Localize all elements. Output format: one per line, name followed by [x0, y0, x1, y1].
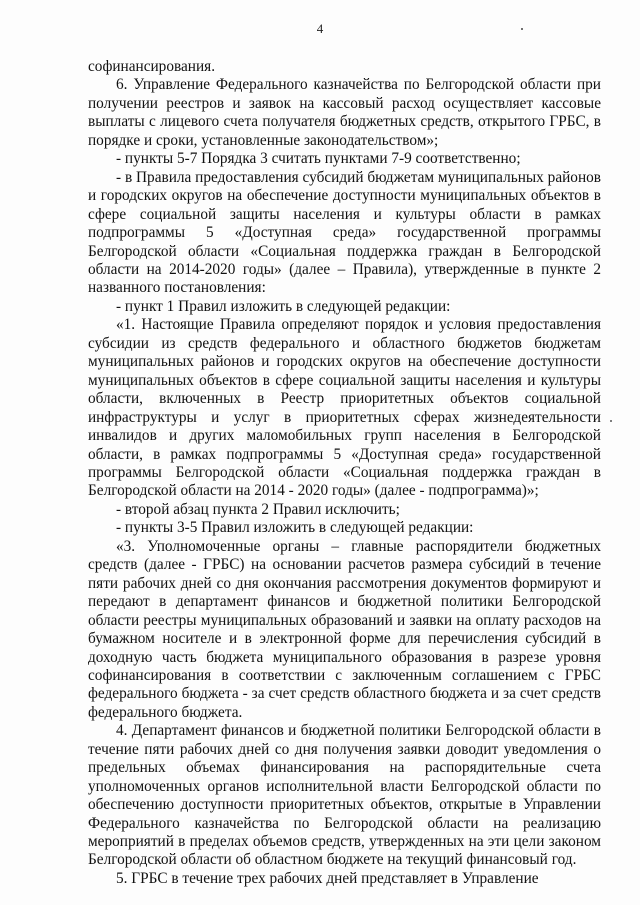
page-number: 4 — [316, 21, 324, 36]
paragraph-item-6: 6. Управление Федерального казначейства по Белгородской области при получении реестров и заявок на кассовый расход осуществляет кассовые выплаты с лицевого счета получателя бюджетных средств, открытого ГРБС, в порядке и сроки, установленные законодательством»; — [88, 76, 601, 149]
paragraph-rules-intro: - в Правила предоставления субсидий бюджетам муниципальных районов и городских округов на обеспечение доступности муниципальных объектов в сфере социальной защиты населения и культуры области в рамках подпрограммы 5 «Доступная среда» государственной программы Белгородской области «Социальная поддержка граждан в Белгородской области на 2014-2020 годы» (далее – Правила), утвержденные в пункте 2 названного постановления: — [88, 168, 601, 297]
paragraph-item-4: 4. Департамент финансов и бюджетной политики Белгородской области в течение пяти рабочих дней со дня получения заявки доводит уведомления о предельных объемах финансирования на распорядительные счета уполномоченных органов исполнительной власти Белгородской области по обеспечению доступности приоритетных объектов, открытые в Управлении Федерального казначейства по Белгородской области на реализацию мероприятий в пределах объемов средств, утвержденных на эти цели законом Белгородской области об областном бюджете на текущий финансовый год. — [88, 722, 601, 869]
paragraph-points-3-5: - пункты 3-5 Правил изложить в следующей редакции: — [116, 519, 474, 537]
paragraph-rules-point-1: - пункт 1 Правил изложить в следующей редакции: — [116, 297, 451, 315]
paragraph-rules-text-1: «1. Настоящие Правила определяют порядок и условия предоставления субсидии из средств федерального и областного бюджетов бюджетам муниципальных районов и городских округов на обеспечение доступности муниципальных объектов в сфере социальной защиты населения и культуры области, включенных в Реестр приоритетных объектов социальной инфраструктуры и услуг в приоритетных сферах жизнедеятельности инвалидов и других маломобильных групп населения в Белгородской области, в рамках подпрограммы 5 «Доступная среда» государственной программы Белгородской области «Социальная поддержка граждан в Белгородской области на 2014 - 2020 годы» (далее - подпрограмма)»; — [88, 316, 601, 500]
scan-speck — [610, 420, 612, 422]
paragraph-item-3: «3. Уполномоченные органы – главные распорядители бюджетных средств (далее - ГРБС) на основании расчетов размера субсидий в течение пяти рабочих дней со дня окончания рассмотрения документов формируют и передают в департамент финансов и бюджетной политики Белгородской области реестры муниципальных образований и заявки на оплату расходов на бумажном носителе и в электронной форме для перечисления субсидий в доходную часть бюджета муниципального образования в разрезе уровня софинансирования в соответствии с заключенным соглашением с ГРБС федерального бюджета - за счет средств областного бюджета и за счет средств федерального бюджета. — [88, 537, 601, 721]
paragraph-continuation: софинансирования. — [88, 58, 216, 75]
paragraph-exclude: - второй абзац пункта 2 Правил исключить; — [116, 500, 400, 518]
paragraph-item-5: 5. ГРБС в течение трех рабочих дней представляет в Управление — [116, 869, 539, 887]
document-body — [88, 58, 601, 888]
scan-speck — [521, 28, 523, 30]
paragraph-renumber: - пункты 5-7 Порядка 3 считать пунктами 7-9 соответственно; — [116, 150, 521, 168]
